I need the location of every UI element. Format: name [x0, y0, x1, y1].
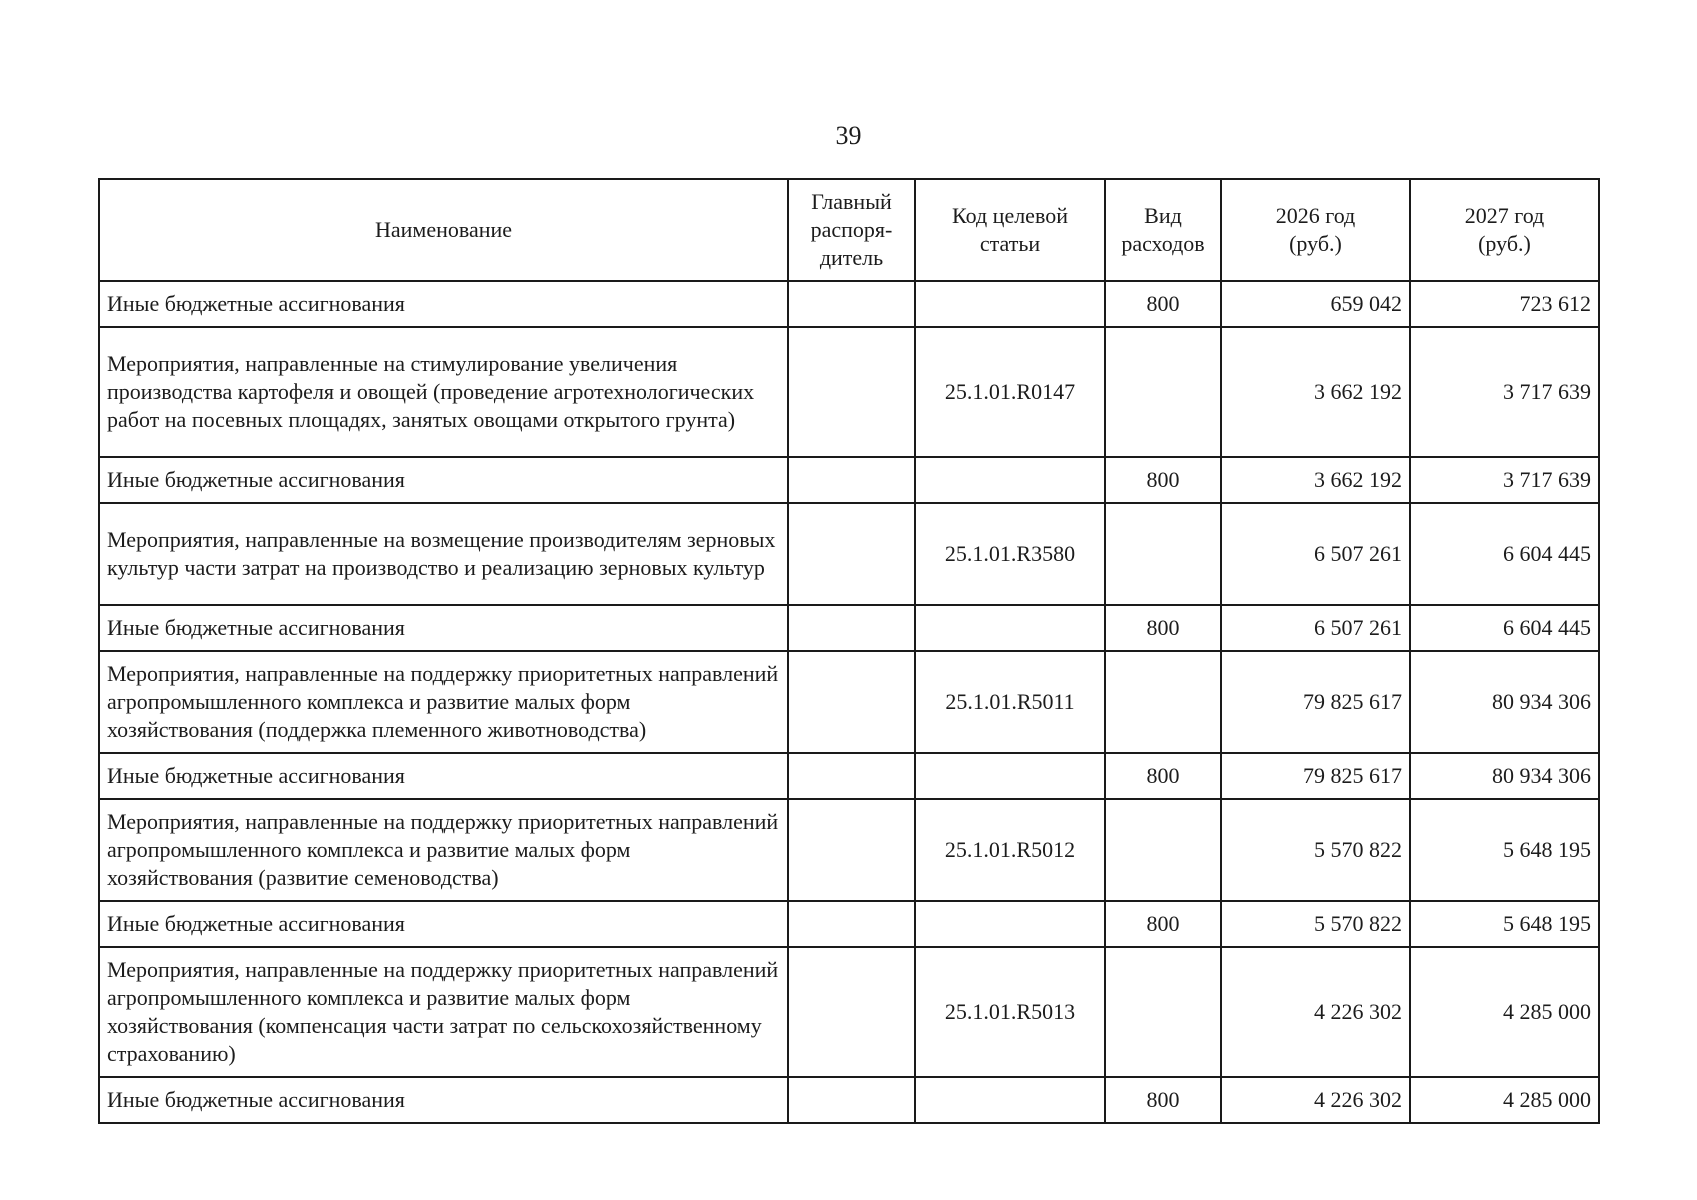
row-manager: [788, 947, 915, 1077]
row-y2027: 4 285 000: [1410, 1077, 1599, 1123]
row-name: Мероприятия, направленные на стимулирование увеличения производства картофеля и овощей (проведение агротехнологических работ на посевных площадях, занятых овощами открытого грунта): [99, 327, 788, 457]
row-manager: [788, 605, 915, 651]
row-manager: [788, 457, 915, 503]
table-row: [99, 799, 1599, 901]
row-y2027: 6 604 445: [1410, 605, 1599, 651]
row-code: [915, 753, 1105, 799]
header-type: Вид расходов: [1105, 179, 1221, 281]
row-y2026: 6 507 261: [1221, 605, 1410, 651]
row-y2026: 3 662 192: [1221, 457, 1410, 503]
row-manager: [788, 1077, 915, 1123]
row-y2027: 723 612: [1410, 281, 1599, 327]
row-type: [1105, 799, 1221, 901]
row-y2026: 79 825 617: [1221, 753, 1410, 799]
row-y2027: 80 934 306: [1410, 753, 1599, 799]
row-type: [1105, 503, 1221, 605]
row-type: 800: [1105, 457, 1221, 503]
header-y2027: 2027 год (руб.): [1410, 179, 1599, 281]
header-manager: Главный распоря- дитель: [788, 179, 915, 281]
row-name: Мероприятия, направленные на поддержку приоритетных направлений агропромышленного комплекса и развитие малых форм хозяйствования (поддержка племенного животноводства): [99, 651, 788, 753]
table-row: [99, 281, 1599, 327]
row-name: Иные бюджетные ассигнования: [99, 281, 788, 327]
row-y2026: 659 042: [1221, 281, 1410, 327]
row-manager: [788, 753, 915, 799]
row-code: [915, 281, 1105, 327]
row-name: Иные бюджетные ассигнования: [99, 457, 788, 503]
row-y2026: 79 825 617: [1221, 651, 1410, 753]
row-code: 25.1.01.R0147: [915, 327, 1105, 457]
row-code: 25.1.01.R5013: [915, 947, 1105, 1077]
row-manager: [788, 651, 915, 753]
table-row: [99, 901, 1599, 947]
table-row: [99, 1077, 1599, 1123]
table-row: [99, 503, 1599, 605]
row-y2027: 3 717 639: [1410, 327, 1599, 457]
row-manager: [788, 901, 915, 947]
header-y2026: 2026 год (руб.): [1221, 179, 1410, 281]
row-type: 800: [1105, 281, 1221, 327]
row-y2026: 6 507 261: [1221, 503, 1410, 605]
row-name: Мероприятия, направленные на поддержку приоритетных направлений агропромышленного комплекса и развитие малых форм хозяйствования (компенсация части затрат по сельскохозяйственному страхованию): [99, 947, 788, 1077]
row-type: [1105, 327, 1221, 457]
row-manager: [788, 503, 915, 605]
row-y2027: 6 604 445: [1410, 503, 1599, 605]
row-code: [915, 901, 1105, 947]
row-y2027: 80 934 306: [1410, 651, 1599, 753]
row-manager: [788, 327, 915, 457]
header-code: Код целевой статьи: [915, 179, 1105, 281]
header-name: Наименование: [99, 179, 788, 281]
row-type: [1105, 947, 1221, 1077]
row-y2026: 5 570 822: [1221, 799, 1410, 901]
row-manager: [788, 281, 915, 327]
row-type: 800: [1105, 901, 1221, 947]
page-number: 39: [835, 121, 862, 150]
row-y2027: 4 285 000: [1410, 947, 1599, 1077]
table-header-row: [99, 179, 1599, 281]
row-type: 800: [1105, 1077, 1221, 1123]
row-y2027: 5 648 195: [1410, 799, 1599, 901]
row-y2026: 4 226 302: [1221, 947, 1410, 1077]
table-row: [99, 651, 1599, 753]
row-name: Иные бюджетные ассигнования: [99, 605, 788, 651]
row-code: [915, 1077, 1105, 1123]
row-type: 800: [1105, 753, 1221, 799]
row-name: Иные бюджетные ассигнования: [99, 753, 788, 799]
row-code: 25.1.01.R3580: [915, 503, 1105, 605]
row-y2027: 5 648 195: [1410, 901, 1599, 947]
row-code: [915, 457, 1105, 503]
row-name: Иные бюджетные ассигнования: [99, 1077, 788, 1123]
row-code: 25.1.01.R5011: [915, 651, 1105, 753]
row-y2026: 5 570 822: [1221, 901, 1410, 947]
row-type: [1105, 651, 1221, 753]
row-name: Мероприятия, направленные на возмещение производителям зерновых культур части затрат на производство и реализацию зерновых культур: [99, 503, 788, 605]
table-row: [99, 753, 1599, 799]
table-row: [99, 947, 1599, 1077]
row-code: [915, 605, 1105, 651]
row-manager: [788, 799, 915, 901]
row-type: 800: [1105, 605, 1221, 651]
table-row: [99, 327, 1599, 457]
row-y2026: 3 662 192: [1221, 327, 1410, 457]
row-code: 25.1.01.R5012: [915, 799, 1105, 901]
budget-table: [98, 178, 1600, 1124]
row-name: Иные бюджетные ассигнования: [99, 901, 788, 947]
table-row: [99, 605, 1599, 651]
row-y2026: 4 226 302: [1221, 1077, 1410, 1123]
table-row: [99, 457, 1599, 503]
row-y2027: 3 717 639: [1410, 457, 1599, 503]
row-name: Мероприятия, направленные на поддержку приоритетных направлений агропромышленного комплекса и развитие малых форм хозяйствования (развитие семеноводства): [99, 799, 788, 901]
